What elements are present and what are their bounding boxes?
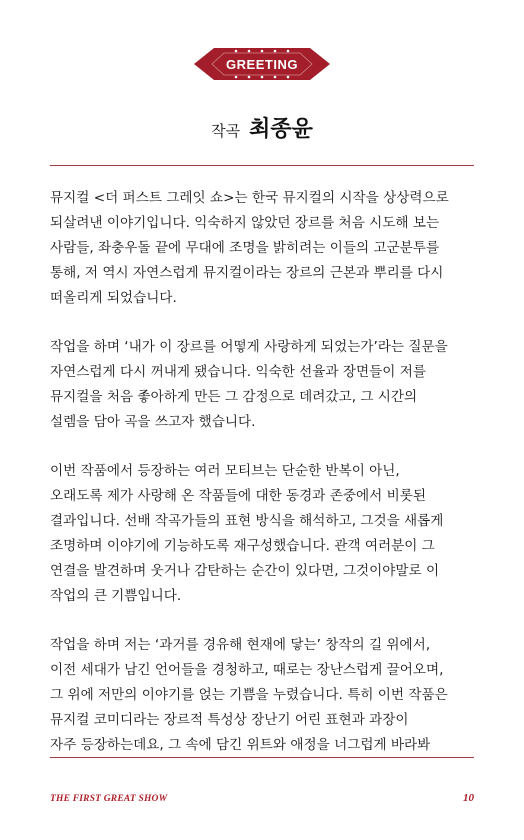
text-line: 이번 작품에서 등장하는 여러 모티브는 단순한 반복이 아닌, — [50, 463, 400, 479]
footer-show-title: THE FIRST GREAT SHOW — [50, 794, 168, 804]
text-line: 되살려낸 이야기입니다. 익숙하지 않았던 장르를 처음 시도해 보는 — [50, 215, 440, 231]
text-line: 결과입니다. 선배 작곡가들의 표현 방식을 해석하고, 그것을 새롭게 — [50, 513, 444, 529]
author-heading — [0, 116, 524, 145]
greeting-body — [50, 186, 474, 782]
author-role: 작곡 — [211, 122, 241, 140]
text-line: 연결을 발견하며 웃거나 감탄하는 순간이 있다면, 그것이야말로 이 — [50, 563, 440, 579]
text-line: 자연스럽게 다시 꺼내게 됐습니다. 익숙한 선율과 장면들이 저를 — [50, 364, 426, 380]
text-line: 떠올리게 되었습니다. — [50, 290, 177, 306]
top-divider — [50, 165, 474, 166]
text-line: 그 위에 저만의 이야기를 얹는 기쁨을 누렸습니다. 특히 이번 작품은 — [50, 687, 448, 703]
text-line: 사람들, 좌충우돌 끝에 무대에 조명을 밝히려는 이들의 고군분투를 — [50, 240, 440, 256]
text-line: 오래도록 제가 사랑해 온 작품들에 대한 동경과 존중에서 비롯된 — [50, 488, 426, 504]
text-line: 뮤지컬을 처음 좋아하게 만든 그 감정으로 데려갔고, 그 시간의 — [50, 389, 418, 405]
badge-label: GREETING — [226, 57, 298, 72]
text-line: 설렘을 담아 곡을 쓰고자 했습니다. — [50, 414, 256, 430]
paragraph-1 — [50, 186, 474, 311]
page-number: 10 — [463, 792, 474, 804]
text-line: 뮤지컬 <더 퍼스트 그레잇 쇼>는 한국 뮤지컬의 시작을 상상력으로 — [50, 190, 449, 206]
text-line: 작업을 하며 ‘내가 이 장르를 어떻게 사랑하게 되었는가’라는 질문을 — [50, 339, 448, 355]
text-line: 이전 세대가 남긴 언어들을 경청하고, 때로는 장난스럽게 끌어오며, — [50, 662, 444, 678]
text-line: 뮤지컬 코미디라는 장르적 특성상 장난기 어린 표현과 과장이 — [50, 712, 409, 728]
author-name: 최종윤 — [249, 117, 313, 142]
paragraph-4 — [50, 633, 474, 758]
paragraph-2 — [50, 335, 474, 435]
text-line: 조명하며 이야기에 기능하도록 재구성했습니다. 관객 여러분이 그 — [50, 538, 435, 554]
text-line: 통해, 저 역시 자연스럽게 뮤지컬이라는 장르의 근본과 뿌리를 다시 — [50, 265, 444, 281]
greeting-badge — [0, 36, 524, 92]
paragraph-3 — [50, 459, 474, 609]
text-line: 자주 등장하는데요, 그 속에 담긴 위트와 애정을 너그럽게 바라봐 — [50, 737, 431, 753]
bottom-divider — [50, 757, 474, 758]
text-line: 작업의 큰 기쁨입니다. — [50, 588, 182, 604]
text-line: 작업을 하며 저는 ‘과거를 경유해 현재에 닿는’ 창작의 길 위에서, — [50, 637, 431, 653]
